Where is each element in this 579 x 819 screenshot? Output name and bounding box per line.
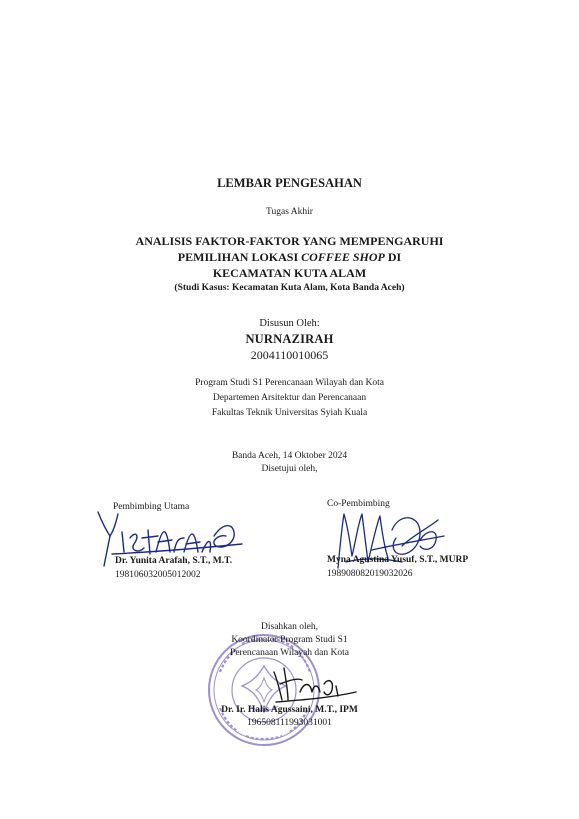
co-supervisor-name: Myna Agustina Yusuf, S.T., MURP bbox=[327, 555, 469, 565]
prepared-by-label: Disusun Oleh: bbox=[259, 318, 320, 329]
document-type: Tugas Akhir bbox=[266, 207, 313, 217]
page-heading: LEMBAR PENGESAHAN bbox=[217, 176, 362, 190]
co-supervisor-role: Co-Pembimbing bbox=[327, 499, 390, 509]
coordinator-signature bbox=[270, 662, 360, 706]
thesis-title-line-2 bbox=[0, 250, 579, 265]
faculty: Fakultas Teknik Universitas Syiah Kuala bbox=[211, 408, 368, 418]
main-supervisor-role: Pembimbing Utama bbox=[113, 502, 190, 512]
place-and-date: Banda Aceh, 14 Oktober 2024 bbox=[231, 451, 348, 461]
coordinator-position-line-1: Koordinator Program Studi S1 bbox=[231, 635, 348, 645]
thesis-title-line-3: KECAMATAN KUTA ALAM bbox=[212, 266, 367, 280]
department: Departemen Arsitektur dan Perencanaan bbox=[212, 393, 367, 403]
author-name: NURNAZIRAH bbox=[245, 332, 334, 346]
main-supervisor-name: Dr. Yunita Arafah, S.T., M.T. bbox=[115, 556, 233, 566]
coordinator-name: Dr. Ir. Halis Agussaini, M.T., IPM bbox=[221, 705, 358, 715]
coordinator-position-line-2: Perencanaan Wilayah dan Kota bbox=[230, 648, 349, 658]
thesis-title-line-2-prefix: PEMILIHAN LOKASI bbox=[177, 250, 302, 264]
main-supervisor-id: 198106032005012002 bbox=[115, 570, 201, 580]
thesis-title-line-1: ANALISIS FAKTOR-FAKTOR YANG MEMPENGARUHI bbox=[135, 234, 444, 248]
thesis-title-italic-term: COFFEE SHOP bbox=[301, 250, 385, 264]
case-study-subtitle: (Studi Kasus: Kecamatan Kuta Alam, Kota Banda Aceh) bbox=[174, 283, 405, 293]
thesis-title-line-2-suffix: DI bbox=[384, 250, 402, 264]
coordinator-id: 196508111993031001 bbox=[247, 718, 332, 728]
ratified-by-label: Disahkan oleh, bbox=[261, 622, 318, 632]
author-id: 2004110010065 bbox=[250, 348, 329, 362]
co-supervisor-id: 198908082019032026 bbox=[327, 569, 413, 579]
approved-by-label: Disetujui oleh, bbox=[261, 464, 318, 474]
study-program: Program Studi S1 Perencanaan Wilayah dan Kota bbox=[195, 378, 384, 388]
